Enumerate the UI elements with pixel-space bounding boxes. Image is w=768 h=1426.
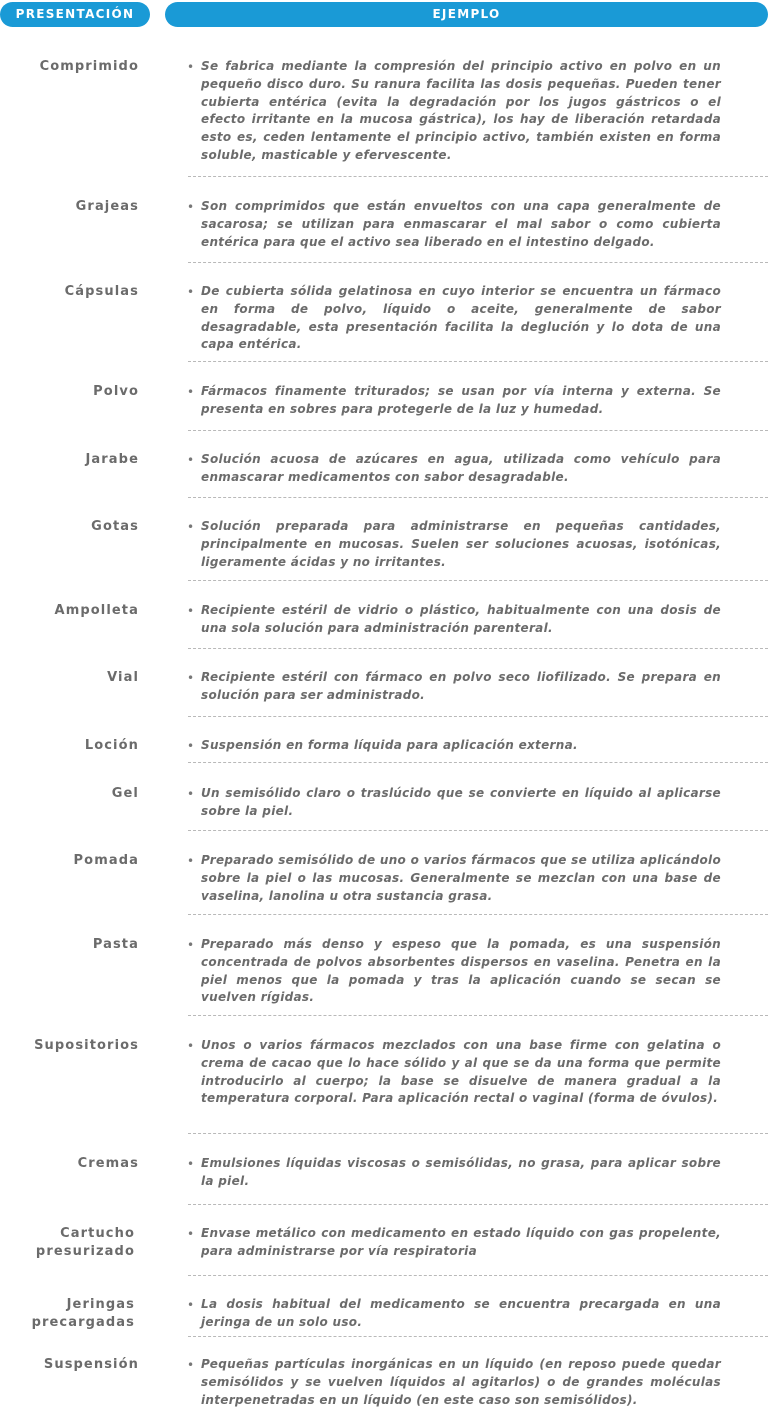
header-ejemplo	[165, 2, 768, 27]
term-label: Loción	[84, 738, 139, 753]
row-divider	[188, 1275, 768, 1276]
term-label: Cartucho presurizado	[35, 1226, 135, 1259]
row-divider	[188, 1204, 768, 1205]
description: Preparado semisólido de uno o varios fármacos que se utiliza aplicándolo sobre la piel o las mucosas. Generalmente se mezclan con una base de vaselina, lanolina u otra sustancia grasa.	[201, 853, 721, 903]
term-label: Suspensión	[43, 1357, 139, 1372]
description: Preparado más denso y espeso que la pomada, es una suspensión concentrada de polvos absorbentes dispersos en vaselina. Penetra en la piel menos que la pomada y tras la aplicación cuando se secan se vuelven rígidas.	[201, 937, 721, 1005]
term-label: Cremas	[77, 1156, 139, 1171]
bullet: •	[187, 604, 195, 618]
term-label: Supositorios	[34, 1038, 139, 1053]
bullet: •	[187, 854, 195, 868]
row-divider	[188, 830, 768, 831]
row-divider	[188, 361, 768, 362]
description: Recipiente estéril de vidrio o plástico, habitualmente con una dosis de una sola solución para administración parenteral.	[201, 603, 721, 635]
description: Fármacos finamente triturados; se usan por vía interna y externa. Se presenta en sobres para protegerle de la luz y humedad.	[201, 384, 721, 416]
header-presentacion	[0, 2, 150, 27]
bullet: •	[187, 938, 195, 952]
row-divider	[188, 580, 768, 581]
term-label: Grajeas	[75, 199, 139, 214]
term-label: Jarabe	[85, 452, 139, 467]
row-divider	[188, 762, 768, 763]
bullet: •	[187, 671, 195, 685]
bullet: •	[187, 787, 195, 801]
bullet: •	[187, 60, 195, 74]
description: La dosis habitual del medicamento se encuentra precargada en una jeringa de un solo uso.	[201, 1297, 721, 1329]
term-label: Comprimido	[39, 59, 139, 74]
description: Suspensión en forma líquida para aplicación externa.	[201, 738, 578, 752]
bullet: •	[187, 1157, 195, 1171]
header-presentacion-label: PRESENTACIÓN	[15, 7, 135, 21]
bullet: •	[187, 1358, 195, 1372]
bullet: •	[187, 385, 195, 399]
term-label: Polvo	[93, 384, 139, 399]
bullet: •	[187, 285, 195, 299]
bullet: •	[187, 453, 195, 467]
bullet: •	[187, 1298, 195, 1312]
description: Pequeñas partículas inorgánicas en un líquido (en reposo puede quedar semisólidos y se vuelven líquidos al agitarlos) o de grandes moléculas interpenetradas en un líquido (en este caso son semisólidos).	[201, 1357, 721, 1407]
bullet: •	[187, 739, 195, 753]
row-divider	[188, 1336, 768, 1337]
description: Son comprimidos que están envueltos con una capa generalmente de sacarosa; se utilizan para enmascarar el mal sabor o como cubierta entérica para que el activo sea liberado en el intestino delgado.	[201, 199, 721, 249]
description: Se fabrica mediante la compresión del principio activo en polvo en un pequeño disco duro. Su ranura facilita las dosis pequeñas. Pueden tener cubierta entérica (evita la degradación por los jugos gástricos o el efecto irritante en la mucosa gástrica), los hay de liberación retardada esto es, ceden lentamente el principio activo, también existen en forma soluble, masticable y efervescente.	[201, 59, 721, 162]
bullet: •	[187, 520, 195, 534]
description: Emulsiones líquidas viscosas o semisólidas, no grasa, para aplicar sobre la piel.	[201, 1156, 721, 1188]
description: Solución preparada para administrarse en pequeñas cantidades, principalmente en mucosas. Suelen ser soluciones acuosas, isotónicas, ligeramente ácidas y no irritantes.	[201, 519, 721, 569]
row-divider	[188, 262, 768, 263]
bullet: •	[187, 200, 195, 214]
header-ejemplo-label: EJEMPLO	[432, 7, 501, 21]
term-label: Pomada	[73, 853, 139, 868]
description: Recipiente estéril con fármaco en polvo seco liofilizado. Se prepara en solución para ser administrado.	[201, 670, 721, 702]
bullet: •	[187, 1227, 195, 1241]
row-divider	[188, 430, 768, 431]
term-label: Pasta	[92, 937, 139, 952]
description: Envase metálico con medicamento en estado líquido con gas propelente, para administrarse por vía respiratoria	[201, 1226, 721, 1258]
row-divider	[188, 914, 768, 915]
row-divider	[188, 176, 768, 177]
bullet: •	[187, 1039, 195, 1053]
term-label: Ampolleta	[54, 603, 139, 618]
row-divider	[188, 1015, 768, 1016]
description: De cubierta sólida gelatinosa en cuyo interior se encuentra un fármaco en forma de polvo, líquido o aceite, generalmente de sabor desagradable, esta presentación facilita la deglución y lo dota de una capa entérica.	[201, 284, 721, 352]
term-label: Gel	[111, 786, 139, 801]
description: Un semisólido claro o traslúcido que se convierte en líquido al aplicarse sobre la piel.	[201, 786, 721, 818]
description: Unos o varios fármacos mezclados con una base firme con gelatina o crema de cacao que lo hace sólido y al que se da una forma que permite introducirlo al cuerpo; la base se disuelve de manera gradual a la temperatura corporal. Para aplicación rectal o vaginal (forma de óvulos).	[201, 1038, 721, 1106]
description: Solución acuosa de azúcares en agua, utilizada como vehículo para enmascarar medicamentos con sabor desagradable.	[201, 452, 721, 484]
term-label: Vial	[107, 670, 139, 685]
term-label: Jeringas precargadas	[31, 1297, 135, 1330]
row-divider	[188, 648, 768, 649]
term-label: Gotas	[91, 519, 139, 534]
row-divider	[188, 497, 768, 498]
term-label: Cápsulas	[64, 284, 139, 299]
row-divider	[188, 716, 768, 717]
row-divider	[188, 1133, 768, 1134]
